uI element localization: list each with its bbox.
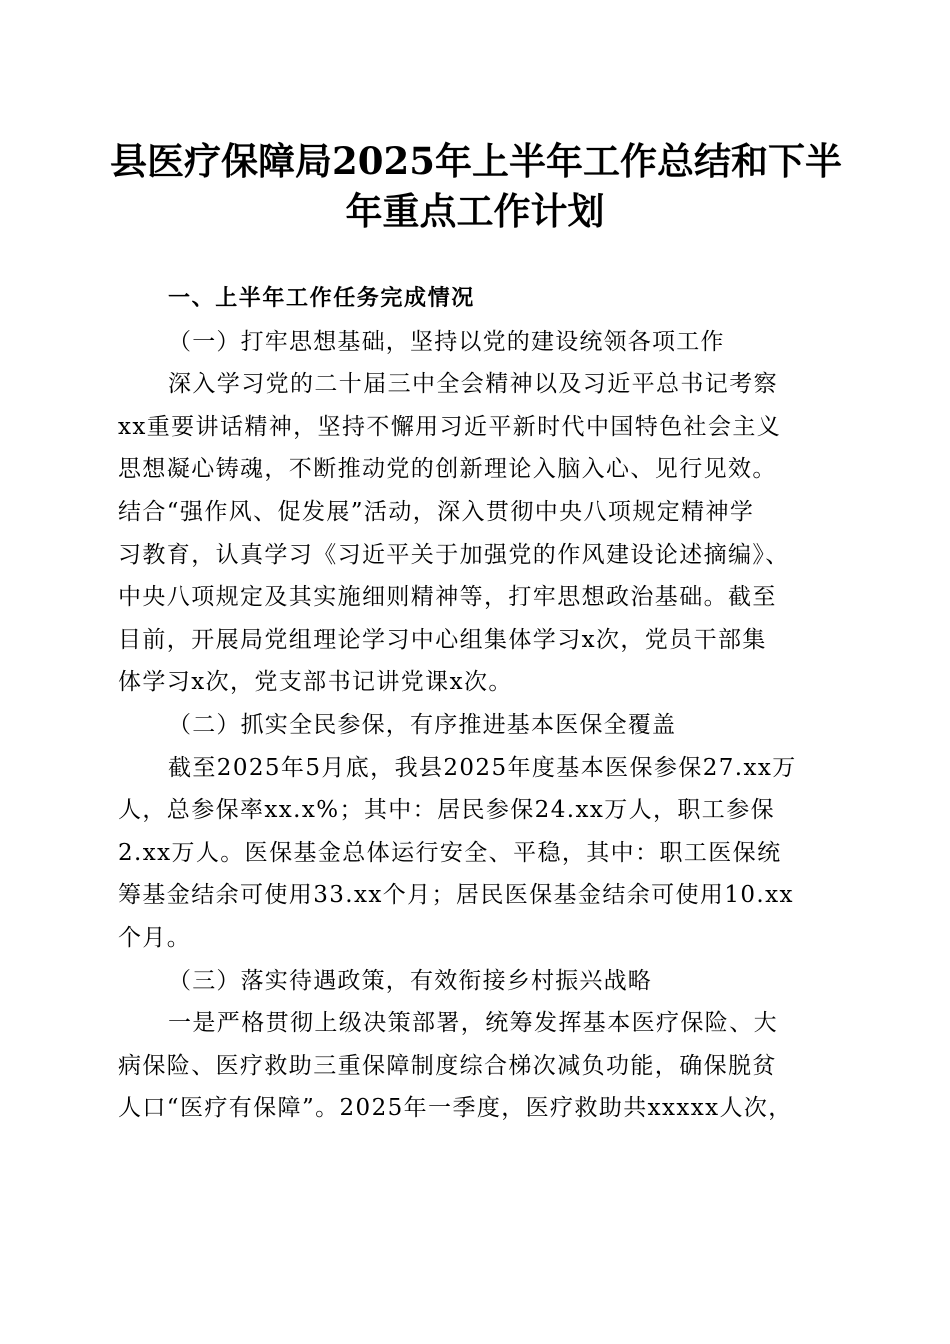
document-body	[118, 278, 830, 1130]
paragraph-line: 个月。	[118, 924, 192, 951]
paragraph-line: 思想凝心铸魂，不断推动党的创新理论入脑入心、见行见效。	[118, 456, 777, 483]
paragraph-line: 目前，开展局党组理论学习中心组集体学习x次，党员干部集	[118, 626, 767, 653]
paragraph-line: 中央八项规定及其实施细则精神等，打牢思想政治基础。截至	[118, 584, 777, 611]
section-heading-1: 一、上半年工作任务完成情况	[168, 286, 475, 311]
paragraph-line: 截至2025年5月底，我县2025年度基本医保参保27.xx万	[168, 754, 797, 781]
paragraph-line: 人口“医疗有保障”。2025年一季度，医疗救助共xxxxx人次，	[118, 1095, 793, 1122]
title-line-2: 年重点工作计划	[345, 189, 605, 233]
paragraph-line: 深入学习党的二十届三中全会精神以及习近平总书记考察	[168, 371, 778, 398]
subsection-heading-1: （一）打牢思想基础，坚持以党的建设统领各项工作	[168, 328, 725, 355]
paragraph-line: 2.xx万人。医保基金总体运行安全、平稳，其中：职工医保统	[118, 839, 782, 866]
paragraph-line: 病保险、医疗救助三重保障制度综合梯次减负功能，确保脱贫	[118, 1052, 777, 1079]
paragraph-line: 人，总参保率xx.x%；其中：居民参保24.xx万人，职工参保	[118, 797, 775, 824]
paragraph-line: 习教育，认真学习《习近平关于加强党的作风建设论述摘编》、	[118, 541, 790, 568]
paragraph-line: 结合“强作风、促发展”活动，深入贯彻中央八项规定精神学	[118, 498, 755, 525]
document-title	[110, 136, 840, 236]
subsection-heading-3: （三）落实待遇政策，有效衔接乡村振兴战略	[168, 967, 652, 994]
subsection-heading-2: （二）抓实全民参保，有序推进基本医保全覆盖	[168, 711, 677, 738]
title-line-1: 县医疗保障局2025年上半年工作总结和下半	[110, 139, 842, 183]
paragraph-line: 筹基金结余可使用33.xx个月；居民医保基金结余可使用10.xx	[118, 882, 794, 909]
paragraph-line: xx重要讲话精神，坚持不懈用习近平新时代中国特色社会主义	[118, 413, 782, 440]
paragraph-line: 体学习x次，党支部书记讲党课x次。	[118, 669, 513, 696]
paragraph-line: 一是严格贯彻上级决策部署，统筹发挥基本医疗保险、大	[168, 1010, 778, 1037]
